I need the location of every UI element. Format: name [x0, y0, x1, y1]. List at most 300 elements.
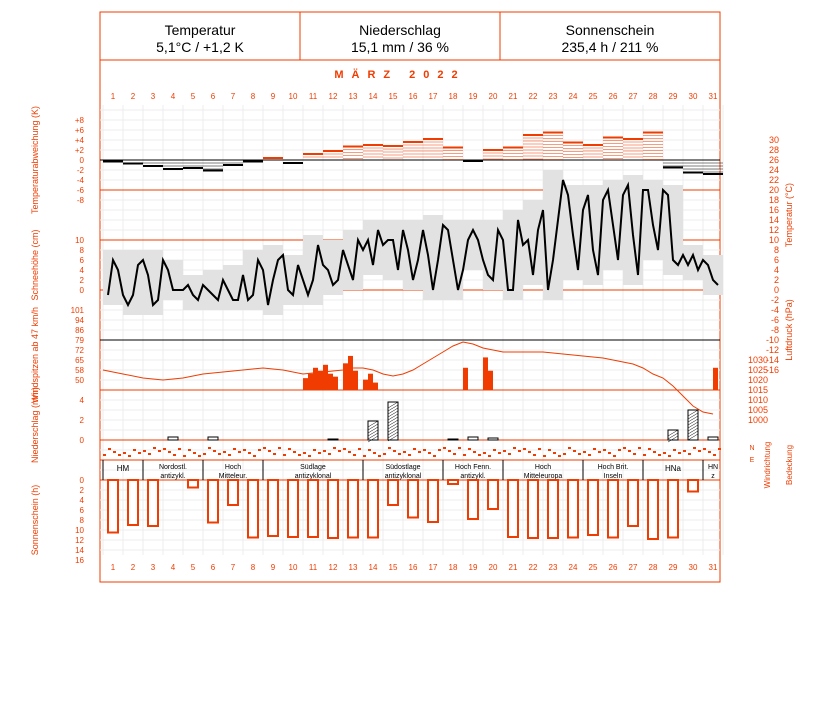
day-label-bottom: 27 [628, 563, 638, 572]
day-label-bottom: 18 [448, 563, 458, 572]
day-label-top: 25 [588, 92, 598, 101]
anomaly-bar [583, 145, 603, 157]
day-label-bottom: 24 [568, 563, 578, 572]
anomaly-bar [543, 133, 563, 160]
wind-marker [638, 447, 641, 449]
sunshine-bar [348, 480, 358, 538]
wind-marker [238, 451, 241, 453]
wind-marker [108, 448, 111, 450]
wind-marker [163, 448, 166, 450]
gust-tick: 58 [75, 366, 84, 375]
day-label-top: 24 [568, 92, 578, 101]
wind-marker [578, 453, 581, 455]
wind-marker [508, 453, 511, 455]
wind-marker [458, 447, 461, 449]
pressure-series-line [103, 342, 713, 414]
wind-marker [358, 448, 361, 450]
wind-marker [413, 448, 416, 450]
anomaly-bar [223, 163, 243, 165]
precip-bar-rect [708, 437, 718, 440]
wind-marker [518, 450, 521, 452]
day-label-top: 11 [308, 92, 318, 101]
sunshine-bar [648, 480, 658, 539]
temperature-range-bar [123, 250, 143, 315]
day-label-top: 7 [230, 92, 236, 101]
sunshine-bar [148, 480, 158, 526]
day-label-bottom: 20 [488, 563, 498, 572]
wind-marker [348, 451, 351, 453]
wind-marker [588, 454, 591, 456]
gust-bar [343, 363, 348, 390]
wind-marker [333, 447, 336, 449]
temperature-tick: 18 [768, 195, 779, 205]
summary-precipitation-title: Niederschlag [359, 22, 441, 38]
wind-marker [373, 452, 376, 454]
wind-marker [503, 450, 506, 452]
anomaly-tick: +4 [74, 136, 84, 145]
temperature-tick: 20 [768, 185, 779, 195]
sunshine-bar [548, 480, 558, 538]
wind-marker [343, 448, 346, 450]
wind-marker [613, 455, 616, 457]
wind-marker [198, 455, 201, 457]
wind-marker [363, 455, 366, 457]
gust-bar [713, 368, 718, 390]
anomaly-tick: +2 [74, 146, 84, 155]
day-label-top: 30 [688, 92, 698, 101]
day-label-bottom: 8 [250, 563, 256, 572]
anomaly-bar [423, 139, 443, 157]
day-label-top: 8 [250, 92, 256, 101]
precip-bar [468, 437, 478, 440]
sunshine-bar [308, 480, 318, 537]
wind-marker [338, 450, 341, 452]
day-label-top: 6 [210, 92, 216, 101]
summary-temperature-value: 5,1°C / +1,2 K [156, 39, 244, 55]
precip-axis-label: Niederschlag (mm) [30, 386, 40, 464]
temperature-tick: -16 [765, 365, 779, 375]
sunshine-bar [228, 480, 238, 505]
wind-marker [478, 454, 481, 456]
day-label-bottom: 10 [288, 563, 298, 572]
wind-marker [608, 452, 611, 454]
day-label-top: 12 [328, 92, 338, 101]
precip-bar [208, 437, 218, 440]
precip-bar [328, 439, 338, 440]
day-label-bottom: 3 [150, 563, 156, 572]
sunshine-tick: 16 [75, 556, 84, 565]
wind-marker [148, 453, 151, 455]
wind-marker [573, 450, 576, 452]
precip-bar [368, 421, 378, 442]
day-label-bottom: 16 [408, 563, 418, 572]
wind-marker [308, 455, 311, 457]
day-label-top: 1 [110, 92, 116, 101]
day-label-top: 10 [288, 92, 298, 101]
sunshine-bar [528, 480, 538, 538]
anomaly-bar [363, 145, 383, 157]
temperature-tick: 28 [768, 145, 779, 155]
wind-marker [533, 454, 536, 456]
sunshine-bar [388, 480, 398, 505]
temperature-axis-label: Temperatur (°C) [784, 182, 794, 248]
gust-bar [368, 374, 373, 390]
wind-marker [623, 447, 626, 449]
weather-type-label: Mitteleur. [218, 473, 248, 480]
wind-marker [618, 449, 621, 451]
day-label-top: 19 [468, 92, 478, 101]
weather-type-label: antizykl. [160, 473, 186, 480]
day-label-top: 5 [190, 92, 196, 101]
anomaly-bar [603, 138, 623, 159]
wind-marker [208, 447, 211, 449]
gust-bar [303, 378, 308, 390]
wind-marker [243, 449, 246, 451]
day-label-top: 18 [448, 92, 458, 101]
summary-precipitation-value: 15,1 mm / 36 % [350, 39, 450, 55]
day-label-bottom: 15 [388, 563, 398, 572]
day-label-bottom: 7 [230, 563, 236, 572]
sunshine-bar [628, 480, 638, 526]
sunshine-bar [208, 480, 218, 523]
wind-marker [408, 454, 411, 456]
temperature-tick: 22 [768, 175, 779, 185]
day-label-bottom: 23 [548, 563, 558, 572]
wind-marker [688, 453, 691, 455]
wind-marker [313, 449, 316, 451]
wind-marker [603, 449, 606, 451]
anomaly-tick: +6 [74, 126, 84, 135]
sunshine-bar [368, 480, 378, 538]
wind-marker [258, 449, 261, 451]
anomaly-bar [203, 163, 223, 171]
wind-marker [248, 452, 251, 454]
weather-type-label: Nordostl. [158, 464, 188, 471]
wind-marker [213, 450, 216, 452]
precip-bar [708, 437, 718, 440]
anomaly-bar [303, 154, 323, 157]
wind-marker [423, 449, 426, 451]
weather-type-label: antizyklonal [384, 473, 422, 480]
day-label-bottom: 2 [130, 563, 136, 572]
wind-marker [118, 454, 121, 456]
wind-marker [528, 451, 531, 453]
precip-tick: 0 [79, 436, 84, 445]
temperature-tick: 12 [768, 225, 779, 235]
pressure-tick: 1000 [747, 415, 768, 425]
sunshine-bar [468, 480, 478, 519]
temperature-tick: 10 [768, 235, 779, 245]
gust-bar [333, 377, 338, 390]
pressure-tick: 1010 [747, 395, 768, 405]
wind-marker [268, 450, 271, 452]
wind-marker [673, 449, 676, 451]
precip-bar [388, 402, 398, 441]
anomaly-bar [683, 163, 703, 173]
weather-type-label: Südlage [300, 464, 326, 471]
wind-marker [668, 455, 671, 457]
wind-marker [178, 448, 181, 450]
sunshine-bar [668, 480, 678, 538]
day-label-top: 21 [508, 92, 518, 101]
wind-marker [303, 452, 306, 454]
anomaly-bar [663, 163, 683, 168]
sunshine-bar [268, 480, 278, 536]
sunshine-bar [428, 480, 438, 522]
day-label-bottom: 5 [190, 563, 196, 572]
day-label-bottom: 30 [688, 563, 698, 572]
weather-type-label: antizykl. [460, 473, 486, 480]
wind-marker [298, 454, 301, 456]
wind-marker [653, 451, 656, 453]
wind-marker [663, 452, 666, 454]
gust-bar [353, 371, 358, 390]
day-label-top: 16 [408, 92, 418, 101]
temperature-tick: 8 [773, 245, 779, 255]
gust-tick: 94 [75, 316, 84, 325]
anomaly-bar [623, 139, 643, 157]
day-label-bottom: 6 [210, 563, 216, 572]
precip-bar [488, 438, 498, 440]
summary-sunshine-value: 235,4 h / 211 % [561, 39, 659, 55]
day-label-top: 9 [270, 92, 276, 101]
sunshine-tick: 8 [79, 516, 84, 525]
pressure-tick: 1005 [747, 405, 768, 415]
wind-marker [433, 455, 436, 457]
gust-bar [318, 371, 323, 390]
wind-marker [153, 447, 156, 449]
wind-marker [513, 447, 516, 449]
gust-bar [483, 357, 488, 390]
temperature-tick: -2 [770, 295, 779, 305]
wind-marker [443, 447, 446, 449]
precip-bar [448, 439, 458, 440]
wind-marker [133, 449, 136, 451]
wind-marker [318, 452, 321, 454]
weather-type-label: HNa [664, 464, 682, 473]
sunshine-bar [448, 480, 458, 484]
wind-marker [633, 453, 636, 455]
sunshine-tick: 0 [79, 476, 84, 485]
temperature-range-bar [303, 235, 323, 305]
wind-marker [288, 448, 291, 450]
pressure-tick: 1030 [747, 355, 768, 365]
wind-marker [383, 453, 386, 455]
sunshine-bar [328, 480, 338, 538]
precip-bar [688, 410, 698, 440]
day-label-top: 29 [668, 92, 678, 101]
anomaly-bar [123, 163, 143, 164]
pressure-axis-label: Luftdruck (hPa) [784, 299, 794, 361]
wind-marker [453, 453, 456, 455]
weather-type-label: Hoch Fenn. [454, 464, 492, 471]
sunshine-tick: 12 [75, 536, 84, 545]
anomaly-axis-label: Temperaturabweichung (K) [30, 105, 40, 215]
gust-bar [348, 356, 353, 390]
sunshine-tick: 14 [75, 546, 84, 555]
wind-marker [228, 454, 231, 456]
snow-tick: 0 [79, 286, 84, 295]
anomaly-bar [143, 163, 163, 166]
month-title: MÄRZ 2022 [334, 69, 466, 81]
sunshine-bar [288, 480, 298, 537]
sunshine-bar [608, 480, 618, 538]
sunshine-bar [488, 480, 498, 509]
weather-type-label: Südostlage [385, 464, 421, 471]
snow-axis-label: Schneehöhe (cm) [30, 229, 40, 301]
gust-tick: 50 [75, 376, 84, 385]
gust-bar [308, 374, 313, 390]
wind-marker [293, 451, 296, 453]
temperature-tick: 16 [768, 205, 779, 215]
pressure-tick: 1025 [747, 365, 768, 375]
anomaly-bar [323, 151, 343, 157]
day-label-top: 14 [368, 92, 378, 101]
temperature-range-bar [243, 250, 263, 310]
gust-tick: 72 [75, 346, 84, 355]
precip-tick: 4 [79, 396, 84, 405]
precip-bar [168, 437, 178, 440]
wind-marker [538, 448, 541, 450]
wind-marker [463, 454, 466, 456]
sunshine-bar [408, 480, 418, 518]
day-label-bottom: 17 [428, 563, 438, 572]
wind-marker [553, 452, 556, 454]
temperature-tick: -12 [765, 345, 779, 355]
day-label-bottom: 31 [708, 563, 718, 572]
temperature-range-band [103, 170, 723, 315]
day-label-bottom: 26 [608, 563, 618, 572]
gust-tick: 86 [75, 326, 84, 335]
day-label-bottom: 14 [368, 563, 378, 572]
wind-marker [113, 451, 116, 453]
gust-bar [328, 374, 333, 390]
wind-marker [378, 455, 381, 457]
wind-marker [193, 452, 196, 454]
anomaly-bar [163, 163, 183, 169]
precip-bar-rect [448, 439, 458, 440]
day-label-top: 23 [548, 92, 558, 101]
wind-marker [278, 447, 281, 449]
day-label-top: 20 [488, 92, 498, 101]
temperature-tick: 0 [773, 285, 779, 295]
sunshine-bar [688, 480, 698, 492]
wind-marker [218, 453, 221, 455]
gust-bar [323, 365, 328, 390]
wind-marker [648, 448, 651, 450]
day-label-top: 15 [388, 92, 398, 101]
wind-marker [568, 447, 571, 449]
wind-marker [718, 448, 721, 450]
wind-marker [488, 455, 491, 457]
cloud-axis-label: Bedeckung [785, 444, 794, 486]
sunshine-bar [508, 480, 518, 537]
gust-bar [363, 380, 368, 390]
gust-bar [463, 368, 468, 390]
temperature-tick: -10 [765, 335, 779, 345]
sunshine-tick: 4 [79, 496, 84, 505]
sunshine-bar [588, 480, 598, 535]
wind-marker [498, 452, 501, 454]
wind-marker [493, 449, 496, 451]
precip-bar-rect [328, 439, 338, 440]
wind-marker [203, 453, 206, 455]
snow-tick: 4 [79, 266, 84, 275]
wind-marker [328, 453, 331, 455]
temperature-range-bar [703, 255, 723, 295]
day-label-bottom: 29 [668, 563, 678, 572]
temperature-tick: 24 [768, 165, 779, 175]
summary-sunshine-title: Sonnenschein [565, 22, 655, 38]
wind-marker [583, 451, 586, 453]
weather-type-label: Hoch Brit. [597, 464, 629, 471]
temperature-tick: -4 [770, 305, 779, 315]
wind-marker [283, 454, 286, 456]
snow-tick: 10 [75, 236, 84, 245]
day-label-bottom: 1 [110, 563, 116, 572]
wind-marker [643, 454, 646, 456]
gust-tick: 79 [75, 336, 84, 345]
day-label-top: 4 [170, 92, 176, 101]
day-label-top: 31 [708, 92, 718, 101]
anomaly-tick: -8 [76, 196, 84, 205]
wind-marker [448, 450, 451, 452]
weather-type-label: Hoch [224, 464, 242, 471]
anomaly-bar [383, 146, 403, 158]
sunshine-bar [108, 480, 118, 533]
snow-tick: 8 [79, 246, 84, 255]
snow-tick: 6 [79, 256, 84, 265]
day-label-bottom: 21 [508, 563, 518, 572]
summary-temperature-title: Temperatur [164, 22, 236, 38]
anomaly-tick: -2 [76, 166, 84, 175]
wind-marker [598, 451, 601, 453]
gust-tick: 101 [70, 306, 84, 315]
anomaly-bar [483, 150, 503, 159]
day-label-top: 13 [348, 92, 358, 101]
wind-marker [428, 452, 431, 454]
precip-tick: 2 [79, 416, 84, 425]
day-label-top: 3 [150, 92, 156, 101]
sunshine-bar [248, 480, 258, 538]
gust-bar [488, 371, 493, 390]
anomaly-tick: 0 [79, 156, 84, 165]
temperature-tick: 6 [773, 255, 779, 265]
temperature-tick: 4 [773, 265, 779, 275]
temperature-range-bar [543, 170, 563, 300]
weather-type-label: Hoch [534, 464, 552, 471]
sunshine-tick: 2 [79, 486, 84, 495]
temperature-tick: 2 [773, 275, 779, 285]
sunshine-bar [128, 480, 138, 525]
temperature-tick: 14 [768, 215, 779, 225]
sunshine-axis-label: Sonnenschein (h) [30, 484, 40, 556]
day-label-top: 17 [428, 92, 438, 101]
temperature-tick: -6 [770, 315, 779, 325]
wind-marker [188, 449, 191, 451]
wind-marker [368, 449, 371, 451]
day-label-bottom: 28 [648, 563, 658, 572]
wind-marker [658, 454, 661, 456]
wind-tick: N [749, 445, 755, 452]
precip-bar [668, 430, 678, 442]
wind-marker [103, 454, 106, 456]
gust-axis-label: Windspitzen ab 47 km/h [30, 306, 40, 404]
day-label-top: 28 [648, 92, 658, 101]
precip-bar-rect [488, 438, 498, 440]
wind-marker [698, 450, 701, 452]
temperature-range-bar [363, 220, 383, 275]
